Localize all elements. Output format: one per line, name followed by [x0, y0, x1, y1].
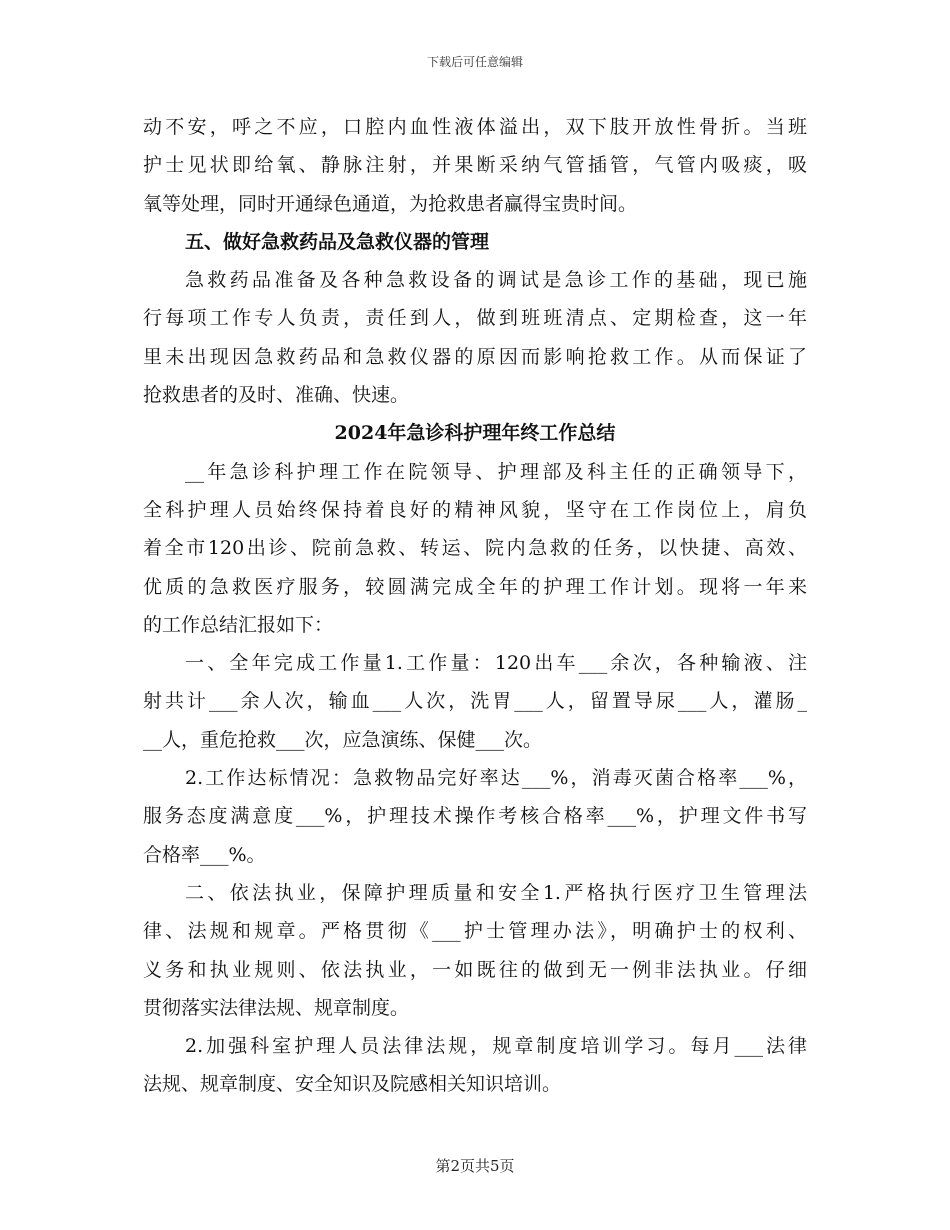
body-line: 抢救患者的及时、准确、快速。 — [143, 384, 410, 407]
body-line: 服务态度满意度___%，护理技术操作考核合格率___%，护理文件书写 — [143, 805, 807, 828]
body-line: __年急诊科护理工作在院领导、护理部及科主任的正确领导下， — [185, 460, 807, 483]
body-line: 2.加强科室护理人员法律法规，规章制度培训学习。每月___法律 — [185, 1035, 807, 1058]
body-line: 合格率___%。 — [143, 843, 266, 866]
body-line: 二、依法执业，保障护理质量和安全1.严格执行医疗卫生管理法 — [185, 881, 807, 904]
body-line: 优质的急救医疗服务，较圆满完成全年的护理工作计划。现将一年来 — [143, 575, 807, 598]
body-line: 射共计___余人次，输血___人次，洗胃___人，留置导尿___人，灌肠_ — [143, 690, 807, 713]
body-line: 急救药品准备及各种急救设备的调试是急诊工作的基础，现已施 — [185, 269, 807, 292]
body-line: 义务和执业规则、依法执业，一如既往的做到无一例非法执业。仔细 — [143, 958, 807, 981]
document-body — [143, 108, 807, 1104]
body-line: 的工作总结汇报如下： — [143, 613, 334, 636]
body-line: 律、法规和规章。严格贯彻《___护士管理办法》，明确护士的权利、 — [143, 920, 807, 943]
page-number: 第2页共5页 — [435, 1157, 515, 1175]
body-line: 一、全年完成工作量1.工作量：120出车___余次，各种输液、注 — [185, 652, 807, 675]
body-line: 贯彻落实法律法规、规章制度。 — [143, 996, 410, 1019]
body-line: 动不安，呼之不应，口腔内血性液体溢出，双下肢开放性骨折。当班 — [143, 116, 807, 138]
section-heading: 五、做好急救药品及急救仪器的管理 — [185, 230, 490, 253]
body-line: 护士见状即给氧、静脉注射，并果断采纳气管插管，气管内吸痰，吸 — [143, 154, 807, 177]
header-note: 下载后可任意编辑 — [426, 55, 523, 69]
body-line: 2.工作达标情况：急救物品完好率达___%，消毒灭菌合格率___%， — [185, 767, 807, 790]
body-line: 氧等处理，同时开通绿色通道，为抢救患者赢得宝贵时间。 — [143, 192, 638, 215]
body-line: 着全市120出诊、院前急救、转运、院内急救的任务，以快捷、高效、 — [143, 537, 807, 560]
body-line: 行每项工作专人负责，责任到人，做到班班清点、定期检查，这一年 — [143, 307, 807, 330]
body-line: __人，重危抢救___次，应急演练、保健___次。 — [143, 728, 543, 751]
body-line: 全科护理人员始终保持着良好的精神风貌，坚守在工作岗位上，肩负 — [143, 498, 807, 521]
body-line: 里未出现因急救药品和急救仪器的原因而影响抢救工作。从而保证了 — [143, 345, 807, 368]
body-line: 法规、规章制度、安全知识及院感相关知识培训。 — [143, 1073, 562, 1096]
document-title: 2024年急诊科护理年终工作总结 — [334, 422, 616, 445]
